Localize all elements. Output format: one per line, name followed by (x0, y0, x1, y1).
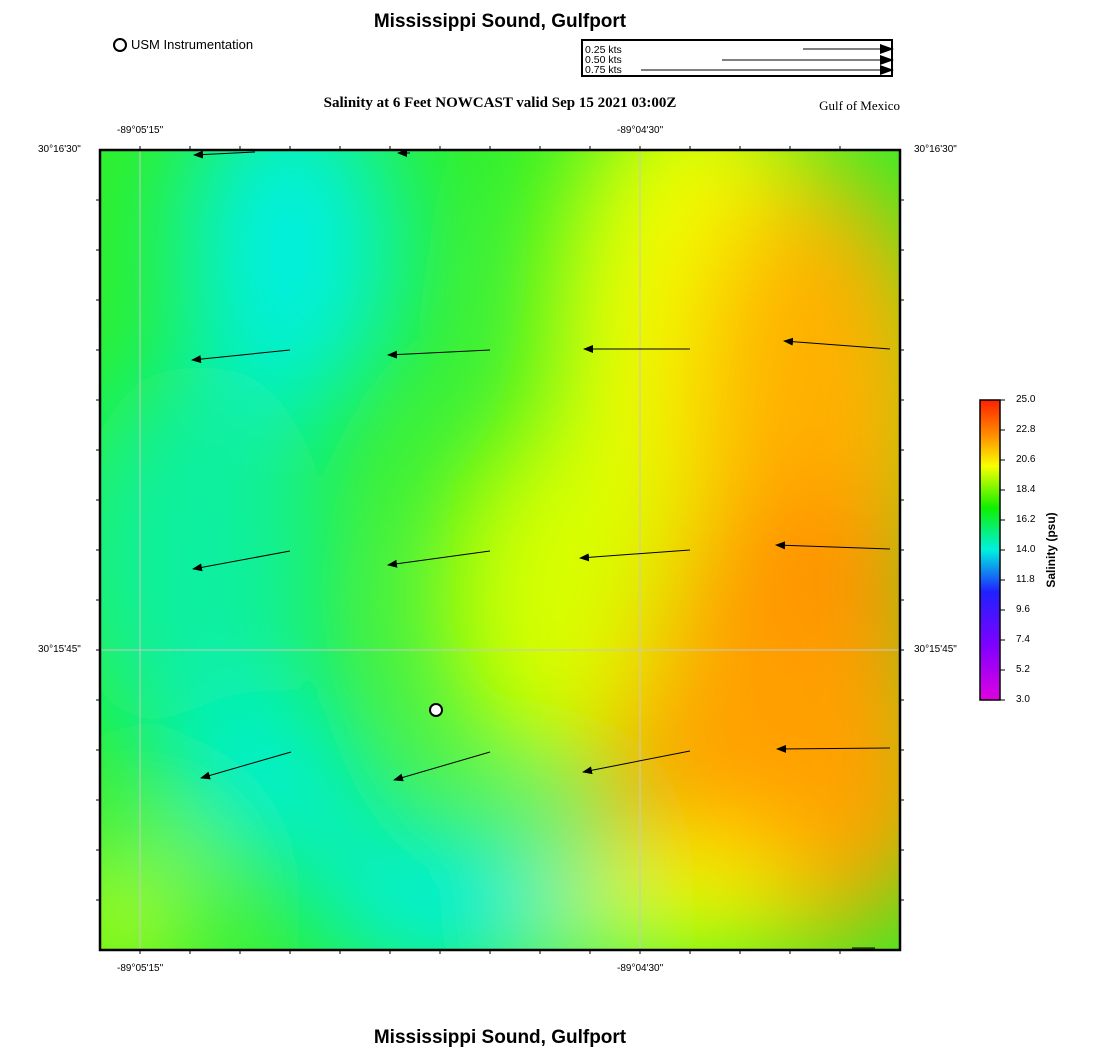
colorbar-tick-label: 9.6 (1016, 604, 1030, 615)
lon-label-top-left: -89°05'15" (117, 125, 164, 136)
colorbar-tick-label: 25.0 (1016, 394, 1036, 405)
map-title-bottom: Mississippi Sound, Gulfport (373, 1027, 627, 1048)
colorbar-title: Salinity (psu) (1044, 512, 1058, 588)
lat-label-left-top: 30°16'30" (38, 144, 81, 155)
colorbar-tick-label: 16.2 (1016, 514, 1036, 525)
speed-scale-label-3: 0.75 kts (585, 64, 622, 76)
speed-scale-label-2: 0.50 kts (585, 54, 622, 66)
lat-label-right-middle: 30°15'45" (914, 644, 957, 655)
usm-station-marker[interactable] (430, 704, 442, 716)
colorbar-tick-label: 18.4 (1016, 484, 1036, 495)
colorbar-tick-label: 11.8 (1016, 574, 1035, 585)
lat-label-right-top: 30°16'30" (914, 144, 957, 155)
map-title-top: Mississippi Sound, Gulfport (373, 11, 627, 32)
station-legend-label: USM Instrumentation (131, 37, 254, 52)
colorbar-tick-label: 3.0 (1016, 694, 1030, 705)
lon-label-bottom-right: -89°04'30" (617, 963, 664, 974)
salinity-field (60, 70, 960, 980)
speed-scale-arrows (641, 49, 893, 70)
lon-label-bottom-left: -89°05'15" (117, 963, 164, 974)
colorbar-tick-label: 7.4 (1016, 634, 1030, 645)
colorbar-tick-label: 22.8 (1016, 424, 1036, 435)
map-subtitle: Salinity at 6 Feet NOWCAST valid Sep 15 2021 03:00Z (323, 95, 677, 111)
lon-label-top-right: -89°04'30" (617, 125, 664, 136)
colorbar-tick-label: 20.6 (1016, 454, 1036, 465)
colorbar-tick-label: 5.2 (1016, 664, 1030, 675)
lat-label-left-middle: 30°15'45" (38, 644, 81, 655)
speed-scale-label-1: 0.25 kts (585, 44, 622, 56)
colorbar (980, 400, 1000, 700)
colorbar-tick-label: 14.0 (1016, 544, 1036, 555)
region-label: Gulf of Mexico (819, 98, 900, 113)
